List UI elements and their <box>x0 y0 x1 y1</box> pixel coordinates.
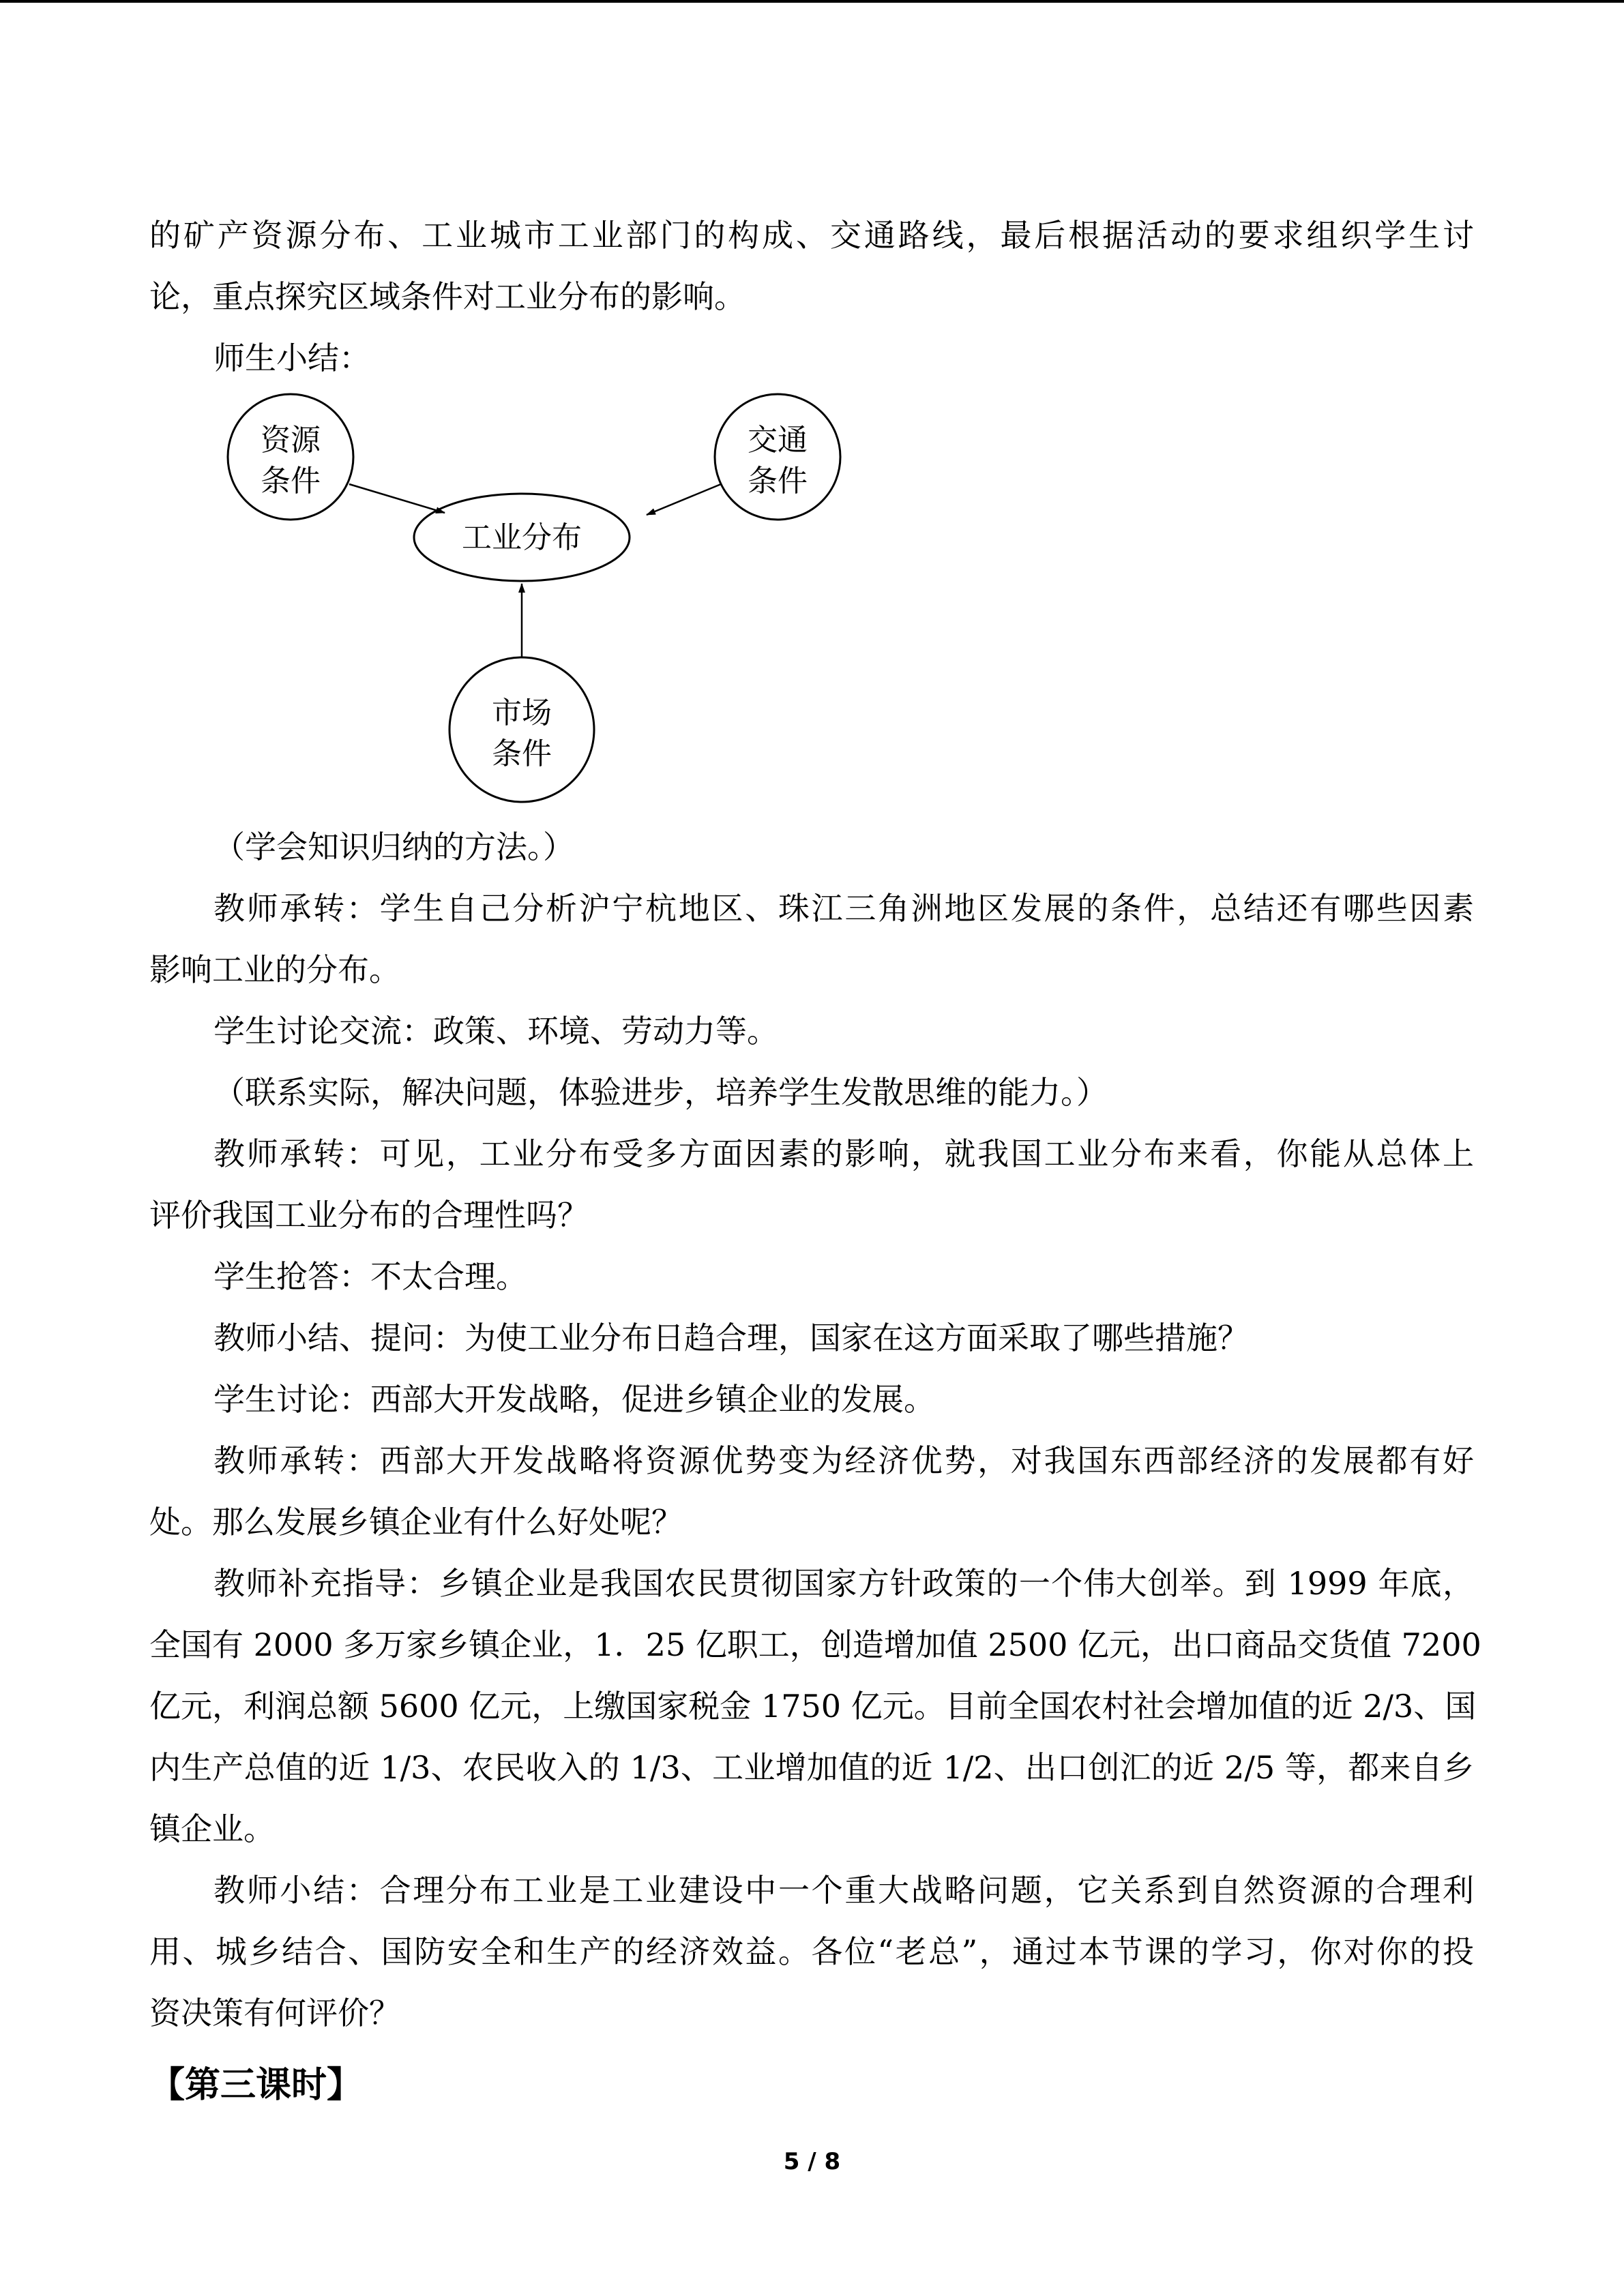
paragraph-10-line-1: 教师补充指导：乡镇企业是我国农民贯彻国家方针政策的一个伟大创举。到 1999 年底， <box>213 1565 1474 1602</box>
paragraph-9-line-2: 处。那么发展乡镇企业有什么好处呢？ <box>149 1504 683 1540</box>
intro-line-2: 论，重点探究区域条件对工业分布的影响。 <box>149 278 745 315</box>
paragraph-7: 教师小结、提问：为使工业分布日趋合理，国家在这方面采取了哪些措施？ <box>213 1320 1249 1356</box>
resource-node-line2: 条件 <box>261 464 321 498</box>
paragraph-8: 学生讨论：西部大开发战略，促进乡镇企业的发展。 <box>213 1381 935 1418</box>
paragraph-5-line-2: 评价我国工业分布的合理性吗？ <box>149 1197 589 1234</box>
market-node-line1: 市场 <box>492 696 552 730</box>
paragraph-6: 学生抢答：不太合理。 <box>213 1258 527 1295</box>
resource-arrow <box>349 484 445 513</box>
industry-factors-diagram <box>205 382 873 805</box>
section-heading: 【第三课时】 <box>149 2065 363 2106</box>
paragraph-10-line-3: 亿元，利润总额 5600 亿元，上缴国家税金 1750 亿元。目前全国农村社会增加值的近 2/3、国 <box>149 1688 1477 1725</box>
paragraph-10-line-5: 镇企业。 <box>149 1810 275 1847</box>
transport-node-line2: 条件 <box>748 464 808 498</box>
resource-node-line1: 资源 <box>261 423 321 458</box>
paragraph-10-line-4: 内生产总值的近 1/3、农民收入的 1/3、工业增加值的近 1/2、出口创汇的近 2/5 等，都来自乡 <box>149 1749 1474 1786</box>
paragraph-1: （学会知识归纳的方法。） <box>213 829 574 865</box>
summary-label: 师生小结： <box>213 340 370 376</box>
center-node-label: 工业分布 <box>462 520 582 555</box>
intro-line-1: 的矿产资源分布、工业城市工业部门的构成、交通路线，最后根据活动的要求组织学生讨 <box>149 217 1474 254</box>
transport-node-line1: 交通 <box>748 423 808 458</box>
paragraph-2-line-2: 影响工业的分布。 <box>149 951 400 988</box>
paragraph-3: 学生讨论交流：政策、环境、劳动力等。 <box>213 1013 778 1049</box>
paragraph-10-line-2: 全国有 2000 多万家乡镇企业，1．25 亿职工，创造增加值 2500 亿元，出口商品交货值 7200 <box>149 1626 1481 1663</box>
page-number: 5 / 8 <box>783 2148 841 2175</box>
paragraph-11-line-1: 教师小结：合理分布工业是工业建设中一个重大战略问题，它关系到自然资源的合理利 <box>213 1872 1474 1909</box>
paragraph-11-line-3: 资决策有何评价？ <box>149 1995 400 2031</box>
page-top-border <box>0 0 1624 3</box>
market-node-line2: 条件 <box>492 736 552 771</box>
paragraph-5-line-1: 教师承转：可见，工业分布受多方面因素的影响，就我国工业分布来看，你能从总体上 <box>213 1135 1474 1172</box>
paragraph-2-line-1: 教师承转：学生自己分析沪宁杭地区、珠江三角洲地区发展的条件，总结还有哪些因素 <box>213 890 1474 927</box>
paragraph-4: （联系实际，解决问题，体验进步，培养学生发散思维的能力。） <box>213 1074 1108 1111</box>
paragraph-11-line-2: 用、城乡结合、国防安全和生产的经济效益。各位“老总”，通过本节课的学习，你对你的投 <box>149 1933 1474 1970</box>
transport-arrow <box>647 484 721 515</box>
paragraph-9-line-1: 教师承转：西部大开发战略将资源优势变为经济优势，对我国东西部经济的发展都有好 <box>213 1442 1474 1479</box>
